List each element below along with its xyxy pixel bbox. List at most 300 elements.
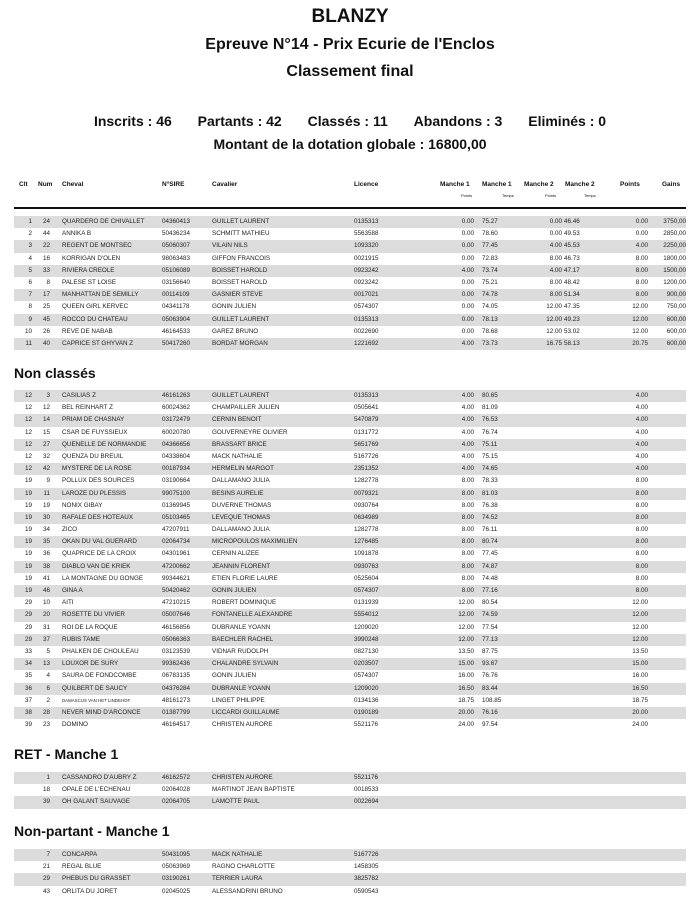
cell-m1t: 73.73 <box>482 339 498 347</box>
cell-cheval: CASILIAS Z <box>62 392 96 399</box>
cell-clt: 4 <box>28 254 32 262</box>
cell-cavalier: MARTINOT JEAN BAPTISTE <box>212 786 295 794</box>
col-m1-points: Manche 1 <box>440 181 470 188</box>
cell-cavalier: BAECHLER RACHEL <box>212 635 274 643</box>
cell-num: 15 <box>42 428 50 436</box>
cell-clt: 12 <box>24 416 32 424</box>
cell-num: 19 <box>42 501 50 509</box>
cell-licence: 5521176 <box>354 774 379 781</box>
cell-m1t: 80.74 <box>482 538 498 546</box>
cell-licence: 0079321 <box>354 489 379 497</box>
cell-m2t: 49.23 <box>564 315 580 323</box>
cell-licence: 0923242 <box>354 278 379 286</box>
cell-clt: 19 <box>24 574 32 582</box>
section-ret: RET - Manche 1 <box>14 746 119 762</box>
cell-sire: 46162572 <box>162 774 191 781</box>
cell-num: 40 <box>42 339 50 347</box>
cell-clt: 39 <box>24 721 32 729</box>
cell-clt: 12 <box>24 465 32 473</box>
cell-gains: 1800,00 <box>663 254 686 262</box>
cell-cavalier: LAMOTTE PAUL <box>212 798 260 806</box>
cell-sire: 47210215 <box>162 599 191 607</box>
cell-m1p: 4.00 <box>461 404 474 412</box>
cell-num: 37 <box>42 635 50 643</box>
table-row <box>14 488 686 500</box>
cell-m1t: 75.21 <box>482 278 498 286</box>
cell-cheval: CSAR DE FUYSSIEUX <box>62 428 128 436</box>
cell-gains: 600,00 <box>666 339 686 347</box>
cell-m1p: 8.00 <box>461 550 474 558</box>
cell-m1p: 12.00 <box>458 623 474 631</box>
cell-licence: 0131939 <box>354 599 379 607</box>
cell-clt: 19 <box>24 587 32 594</box>
venue-title: BLANZY <box>311 6 389 27</box>
cell-points: 12.00 <box>632 327 648 335</box>
stat-abandons: Abandons : 3 <box>413 113 503 129</box>
cell-num: 2 <box>46 696 50 704</box>
cell-licence: 1282778 <box>354 526 379 534</box>
cell-cavalier: DUBRANLE YOANN <box>212 684 271 692</box>
cell-clt: 6 <box>28 278 32 286</box>
cell-cheval: MYSTERE DE LA ROSE <box>62 465 132 473</box>
cell-gains: 600,00 <box>666 327 686 335</box>
cell-cavalier: GOUVERNEYRE OLIVIER <box>212 428 288 436</box>
cell-sire: 05007646 <box>162 611 191 619</box>
cell-sire: 48161273 <box>162 696 191 704</box>
cell-points: 8.00 <box>635 501 648 509</box>
cell-num: 17 <box>42 291 50 299</box>
cell-num: 1 <box>46 774 50 781</box>
cell-cheval: DAMASCUS VAN HET LINDEHOF <box>62 697 131 703</box>
cell-points: 20.75 <box>632 339 648 347</box>
cell-cheval: LA MONTAGNE DU GONGE <box>62 574 144 582</box>
cell-licence: 0505641 <box>354 404 379 412</box>
cell-clt: 29 <box>24 599 32 607</box>
cell-m1p: 0.00 <box>461 218 474 225</box>
cell-num: 11 <box>43 489 50 497</box>
cell-num: 32 <box>42 452 50 460</box>
cell-cavalier: ALESSANDRINI BRUNO <box>212 887 283 895</box>
col-cavalier: Cavalier <box>212 181 238 188</box>
cell-clt: 12 <box>24 440 32 448</box>
cell-sire: 03190261 <box>162 875 191 883</box>
cell-gains: 600,00 <box>666 315 686 323</box>
cell-cheval: ROI DE LA ROQUE <box>62 623 118 631</box>
cell-sire: 00187934 <box>162 465 191 473</box>
cell-m1t: 81.09 <box>482 404 498 412</box>
col-m2-points-sub: Points <box>545 193 557 198</box>
table-row <box>14 683 686 695</box>
cell-gains: 2250,00 <box>663 242 686 250</box>
cell-m2t: 46.46 <box>564 218 580 225</box>
table-row <box>14 585 686 597</box>
cell-sire: 03123539 <box>162 647 191 655</box>
header-rule <box>14 207 686 209</box>
cell-sire: 99344621 <box>162 574 191 582</box>
cell-num: 23 <box>42 721 50 729</box>
cell-cheval: ANNIKA B <box>62 230 92 238</box>
cell-licence: 5521176 <box>354 721 379 729</box>
cell-sire: 50431095 <box>162 851 191 858</box>
cell-m1t: 93.67 <box>482 660 498 668</box>
cell-cavalier: MACK NATHALIE <box>212 851 263 858</box>
cell-clt: 12 <box>24 392 32 399</box>
cell-gains: 3750,00 <box>663 218 686 225</box>
cell-clt: 7 <box>28 291 32 299</box>
table-row <box>14 402 686 414</box>
cell-clt: 19 <box>24 538 32 546</box>
cell-num: 20 <box>42 611 50 619</box>
column-headers <box>14 181 686 203</box>
cell-m1p: 0.00 <box>461 303 474 311</box>
cell-sire: 46161263 <box>162 392 191 399</box>
cell-cavalier: CHRISTEN AURORE <box>212 774 273 781</box>
cell-cheval: GINA A <box>62 587 83 594</box>
cell-sire: 05063969 <box>162 863 191 871</box>
table-row <box>14 670 686 682</box>
cell-num: 31 <box>42 623 50 631</box>
cell-m1p: 24.00 <box>458 721 474 729</box>
cell-licence: 5651769 <box>354 440 379 448</box>
cell-cavalier: BORDAT MORGAN <box>212 339 268 347</box>
cell-cavalier: BESINS AURELIE <box>212 489 264 497</box>
cell-m1t: 80.65 <box>482 392 498 399</box>
table-row <box>14 561 686 573</box>
cell-m1t: 76.74 <box>482 428 498 436</box>
cell-cavalier: RAGNO CHARLOTTE <box>212 863 275 871</box>
cell-licence: 0590543 <box>354 887 379 895</box>
cell-m1p: 8.00 <box>461 526 474 534</box>
cell-cavalier: DUVERNE THOMAS <box>212 501 272 509</box>
cell-cavalier: DUBRANLE YOANN <box>212 623 271 631</box>
cell-cheval: QUEEN GIRL KERVEC <box>62 303 129 311</box>
cell-m1t: 76.76 <box>482 672 498 680</box>
cell-m1p: 12.00 <box>458 635 474 643</box>
cell-cheval: QUAPRICE DE LA CROIX <box>62 550 137 558</box>
cell-licence: 5563588 <box>354 230 379 238</box>
cell-m1t: 77.45 <box>482 242 498 250</box>
cell-sire: 04341178 <box>162 303 190 311</box>
cell-num: 4 <box>46 672 50 680</box>
cell-cavalier: CHAMPAILLER JULIEN <box>212 404 280 412</box>
cell-licence: 0018533 <box>354 786 379 794</box>
cell-cheval: OPALE DE L'ECHENAU <box>62 786 131 794</box>
cell-cavalier: VIDNAR RUDOLPH <box>212 647 269 655</box>
cell-cavalier: BRASSART BRICE <box>212 440 267 448</box>
cell-sire: 05060307 <box>162 242 191 250</box>
cell-m1p: 0.00 <box>461 278 474 286</box>
cell-cheval: KORRIGAN D'OLEN <box>62 254 121 262</box>
cell-points: 12.00 <box>632 635 648 643</box>
table-row <box>14 861 686 873</box>
cell-cheval: DOMINO <box>62 721 88 729</box>
cell-m1t: 78.68 <box>482 327 498 335</box>
cell-points: 4.00 <box>635 392 648 399</box>
cell-sire: 99362436 <box>162 660 191 668</box>
cell-m1p: 0.00 <box>461 315 474 323</box>
cell-m1t: 97.54 <box>482 721 498 729</box>
col-m1-points-sub: Points <box>461 193 473 198</box>
cell-num: 29 <box>42 875 50 883</box>
cell-m2p: 8.00 <box>549 291 562 299</box>
cell-num: 24 <box>42 218 50 225</box>
cell-m1t: 75.15 <box>482 452 498 460</box>
cell-m1t: 83.44 <box>482 684 498 692</box>
cell-cheval: REVE DE NABAB <box>62 327 113 335</box>
cell-points: 16.50 <box>632 684 648 692</box>
cell-cavalier: CHRISTEN AURORE <box>212 721 273 729</box>
ranking-subtitle: Classement final <box>286 63 414 80</box>
cell-m1t: 74.78 <box>482 291 498 299</box>
cell-sire: 04366656 <box>162 440 191 448</box>
cell-num: 13 <box>42 660 50 668</box>
cell-points: 8.00 <box>635 526 648 534</box>
cell-m1p: 0.00 <box>461 291 474 299</box>
cell-m2p: 4.00 <box>549 266 562 274</box>
cell-licence: 0930764 <box>354 501 379 509</box>
cell-cheval: OKAN DU VAL GUERARD <box>62 538 137 546</box>
cell-sire: 47200662 <box>162 562 191 570</box>
cell-clt: 12 <box>24 452 32 460</box>
cell-cavalier: GAREZ BRUNO <box>212 327 259 335</box>
cell-m1p: 4.00 <box>461 266 474 274</box>
cell-clt: 19 <box>24 562 32 570</box>
cell-points: 0.00 <box>635 230 648 238</box>
cell-m1t: 87.75 <box>482 647 498 655</box>
cell-m1t: 74.87 <box>482 562 498 570</box>
table-row <box>14 548 686 560</box>
cell-cheval: CASSANDRO D'AUBRY Z <box>62 774 137 781</box>
cell-m1p: 0.00 <box>461 230 474 238</box>
cell-licence: 0017021 <box>354 291 379 299</box>
cell-sire: 06783135 <box>162 672 191 680</box>
cell-m1t: 74.65 <box>482 465 498 473</box>
cell-licence: 0022694 <box>354 798 379 806</box>
cell-m1p: 0.00 <box>461 327 474 335</box>
cell-clt: 35 <box>24 672 32 680</box>
col-sire: N°SIRE <box>162 181 185 188</box>
cell-cheval: RIVIERA CREOLE <box>62 266 115 274</box>
table-row <box>14 338 686 350</box>
cell-cheval: MANHATTAN DE SEMILLY <box>62 291 139 299</box>
cell-m2p: 12.00 <box>546 327 562 335</box>
cell-licence: 1282778 <box>354 477 379 485</box>
cell-num: 28 <box>42 708 50 716</box>
cell-cavalier: ETIEN FLORIE LAURE <box>212 574 278 582</box>
col-m1-time: Manche 1 <box>482 181 512 188</box>
cell-licence: 0574307 <box>354 672 379 680</box>
cell-sire: 02064028 <box>162 786 191 794</box>
cell-m1t: 73.74 <box>482 266 498 274</box>
cell-m2t: 58.13 <box>564 339 580 347</box>
cell-num: 22 <box>42 242 50 250</box>
cell-sire: 50436234 <box>162 230 191 238</box>
cell-points: 24.00 <box>632 721 648 729</box>
cell-m1p: 20.00 <box>458 708 474 716</box>
cell-points: 8.00 <box>635 513 648 521</box>
cell-cheval: RUBIS TAME <box>62 635 100 643</box>
cell-licence: 5167726 <box>354 851 379 858</box>
cell-licence: 3990248 <box>354 635 379 643</box>
cell-m1p: 8.00 <box>461 562 474 570</box>
cell-m1p: 16.50 <box>458 684 474 692</box>
cell-num: 21 <box>42 863 50 871</box>
cell-sire: 03156640 <box>162 278 191 286</box>
cell-cavalier: DALLAMANO JULIA <box>212 477 270 485</box>
stat-partants: Partants : 42 <box>197 113 282 129</box>
cell-clt: 3 <box>28 242 32 250</box>
cell-clt: 2 <box>28 230 32 238</box>
cell-num: 44 <box>42 230 50 238</box>
cell-num: 33 <box>42 266 50 274</box>
col-num: Num <box>38 181 53 188</box>
cell-licence: 3825782 <box>354 875 379 883</box>
cell-sire: 60024362 <box>162 404 191 412</box>
cell-m2t: 51.34 <box>564 291 580 299</box>
cell-num: 45 <box>42 315 50 323</box>
table-row <box>14 475 686 487</box>
cell-points: 4.00 <box>635 416 648 424</box>
cell-cheval: REGENT DE MONTSEC <box>62 242 132 250</box>
cell-licence: 1276485 <box>354 538 379 546</box>
cell-cavalier: LINGET PHILIPPE <box>212 696 265 704</box>
cell-num: 7 <box>46 851 50 858</box>
cell-cavalier: GUILLET LAURENT <box>212 218 270 225</box>
cell-m1p: 13.50 <box>458 647 474 655</box>
cell-num: 36 <box>42 550 50 558</box>
cell-sire: 98063483 <box>162 254 191 262</box>
cell-licence: 0135313 <box>354 392 379 399</box>
cell-licence: 0525604 <box>354 574 379 582</box>
cell-cheval: REGAL BLUE <box>62 863 102 871</box>
cell-m1p: 12.00 <box>458 599 474 607</box>
cell-cavalier: GONIN JULIEN <box>212 587 257 594</box>
cell-m1t: 75.11 <box>482 440 498 448</box>
cell-m1p: 4.00 <box>461 452 474 460</box>
cell-licence: 0930763 <box>354 562 379 570</box>
cell-sire: 04338604 <box>162 452 191 460</box>
cell-cheval: DIABLO VAN DE KRIEK <box>62 562 131 570</box>
cell-clt: 38 <box>24 708 32 716</box>
cell-num: 25 <box>42 303 50 311</box>
cell-licence: 0203507 <box>354 660 379 668</box>
stat-classes: Classés : 11 <box>307 113 388 129</box>
cell-clt: 19 <box>24 513 32 521</box>
cell-m1p: 4.00 <box>461 392 474 399</box>
cell-m1p: 8.00 <box>461 477 474 485</box>
cell-cheval: CAPRICE ST GHYVAN Z <box>62 339 134 347</box>
table-row <box>14 772 686 784</box>
cell-sire: 02045025 <box>162 887 191 895</box>
cell-m1p: 16.00 <box>458 672 474 680</box>
cell-clt: 19 <box>24 501 32 509</box>
cell-m1t: 108.85 <box>482 696 502 704</box>
table-row <box>14 451 686 463</box>
cell-licence: 0923242 <box>354 266 379 274</box>
cell-licence: 1091878 <box>354 550 379 558</box>
cell-cavalier: CERNIN ALIZEE <box>212 550 260 558</box>
cell-m1t: 78.60 <box>482 230 498 238</box>
cell-points: 8.00 <box>635 489 648 497</box>
cell-points: 20.00 <box>632 708 648 716</box>
cell-m1p: 8.00 <box>461 513 474 521</box>
cell-m1p: 4.00 <box>461 428 474 436</box>
table-row <box>14 524 686 536</box>
cell-m1t: 74.59 <box>482 611 498 619</box>
cell-licence: 0135313 <box>354 315 379 323</box>
cell-sire: 50420462 <box>162 587 191 594</box>
cell-points: 8.00 <box>635 538 648 546</box>
cell-m1t: 76.38 <box>482 501 498 509</box>
col-m1-time-sub: Temps <box>502 193 514 198</box>
cell-cheval: PHEBUS DU GRASSET <box>62 875 131 883</box>
cell-points: 12.00 <box>632 599 648 607</box>
table-non-partant <box>14 849 686 898</box>
cell-cavalier: BOISSET HAROLD <box>212 278 268 286</box>
table-row <box>14 707 686 719</box>
cell-cavalier: JEANNIN FLORENT <box>212 562 271 570</box>
cell-gains: 2850,00 <box>663 230 686 238</box>
cell-m1t: 77.45 <box>482 550 498 558</box>
table-row <box>14 277 686 289</box>
table-row <box>14 301 686 313</box>
cell-num: 5 <box>46 647 50 655</box>
cell-m2t: 47.35 <box>564 303 580 311</box>
cell-cheval: RAFALE DES HOTEAUX <box>62 513 134 521</box>
cell-sire: 05103465 <box>162 513 191 521</box>
cell-cavalier: GUILLET LAURENT <box>212 392 270 399</box>
cell-num: 27 <box>42 440 50 448</box>
stats-line <box>0 113 700 129</box>
cell-points: 12.00 <box>632 315 648 323</box>
cell-points: 12.00 <box>632 303 648 311</box>
cell-cavalier: ROBERT DOMINIQUE <box>212 599 277 607</box>
table-row <box>14 289 686 301</box>
table-row <box>14 609 686 621</box>
table-row <box>14 326 686 338</box>
col-m2-time-sub: Temps <box>584 193 596 198</box>
cell-points: 8.00 <box>635 254 648 262</box>
section-non-classes: Non classés <box>14 365 96 381</box>
cell-m1p: 8.00 <box>461 574 474 582</box>
cell-cheval: NEVER MIND D'ARCONCE <box>62 708 141 716</box>
cell-points: 4.00 <box>635 428 648 436</box>
table-row <box>14 390 686 402</box>
table-row <box>14 265 686 277</box>
cell-licence: 0022690 <box>354 327 379 335</box>
cell-licence: 0634989 <box>354 513 379 521</box>
cell-num: 9 <box>46 477 50 485</box>
cell-cheval: OH GALANT SAUVAGE <box>62 798 131 806</box>
table-row <box>14 573 686 585</box>
cell-m1p: 4.00 <box>461 416 474 424</box>
cell-clt: 29 <box>24 611 32 619</box>
cell-licence: 2351352 <box>354 465 379 473</box>
cell-m1p: 8.00 <box>461 538 474 546</box>
cell-num: 46 <box>42 587 50 594</box>
cell-num: 18 <box>42 786 50 794</box>
table-row <box>14 849 686 861</box>
cell-m2t: 46.73 <box>564 254 580 262</box>
cell-points: 8.00 <box>635 562 648 570</box>
cell-sire: 05066363 <box>162 635 191 643</box>
stat-inscrits: Inscrits : 46 <box>93 113 172 129</box>
cell-cheval: PALESE ST LOISE <box>62 278 117 286</box>
cell-clt: 19 <box>24 526 32 534</box>
cell-clt: 34 <box>24 660 32 668</box>
cell-num: 35 <box>42 538 50 546</box>
col-m2-time: Manche 2 <box>565 181 595 188</box>
